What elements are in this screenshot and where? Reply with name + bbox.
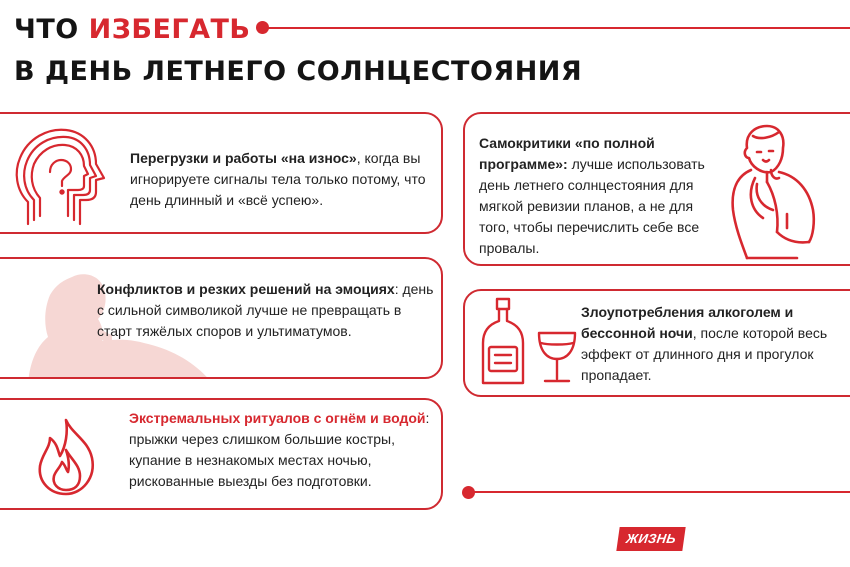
footer-rule	[468, 491, 850, 493]
card-rituals-rest: : прыжки через слишком большие костры, купание в незнакомых местах ночью, рискованные выезды без подготовки.	[129, 410, 430, 489]
card-rituals	[0, 398, 443, 510]
bottle-glass-icon	[475, 295, 585, 391]
card-overload	[0, 112, 443, 234]
card-rituals-bold: Экстремальных ритуалов с огнём и водой	[129, 410, 426, 426]
card-selfcriticism	[463, 112, 850, 266]
title-prefix: ЧТО	[14, 14, 89, 45]
card-overload-text	[130, 148, 430, 211]
fire-icon	[32, 416, 102, 498]
card-selfcriticism-bold: Самокритики «по полной программе»:	[479, 135, 655, 172]
card-alcohol-rest: , после которой весь эффект от длинного дня и прогулок пропадает.	[581, 325, 828, 383]
card-selfcriticism-text	[479, 133, 724, 259]
thinking-man-icon	[717, 118, 835, 266]
card-selfcriticism-rest: лучше использовать день летнего солнцестояния для мягкой ревизии планов, а не для того, чтобы перечислить себе все провалы.	[479, 156, 705, 256]
card-conflicts-rest: : день с сильной символикой лучше не превращать в старт тяжёлых споров и ультиматумов.	[97, 281, 434, 339]
card-alcohol-text	[581, 302, 843, 386]
page-subtitle: В ДЕНЬ ЛЕТНЕГО СОЛНЦЕСТОЯНИЯ	[14, 56, 583, 87]
card-alcohol-bold: Злоупотребления алкоголем и бессонной ночи	[581, 304, 794, 341]
head-question-icon	[10, 120, 106, 230]
card-overload-rest: , когда вы игнорируете сигналы тела только потому, что день длинный и «всё успею».	[130, 150, 426, 208]
brand-logo: ЖИЗНЬ	[616, 527, 685, 551]
title-accent: ИЗБЕГАТЬ	[88, 14, 251, 45]
card-alcohol	[463, 289, 850, 397]
header-rule	[262, 27, 850, 29]
card-conflicts	[0, 257, 443, 379]
card-overload-bold: Перегрузки и работы «на износ»	[130, 150, 357, 166]
card-conflicts-text	[97, 279, 437, 342]
card-conflicts-bold: Конфликтов и резких решений на эмоциях	[97, 281, 395, 297]
card-rituals-text	[129, 408, 435, 492]
page-title	[14, 12, 251, 48]
